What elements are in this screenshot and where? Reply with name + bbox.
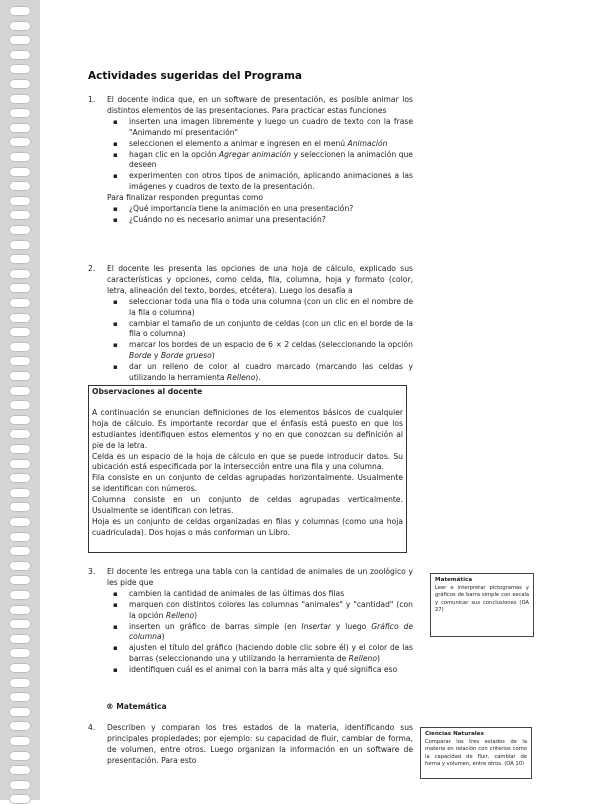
binding-ring (9, 429, 31, 439)
bullet-item: ▪ dar un relleno de color al cuadro marcado (marcando las celdas y utilizando la herramienta Relleno). (107, 362, 413, 384)
binding-ring (9, 648, 31, 658)
activity-1-bullets (107, 117, 413, 193)
side-box-ciencias (420, 727, 532, 779)
bullet-item: ▪ experimenten con otros tipos de animación, aplicando animaciones a las imágenes y cuadros de texto de la presentación. (107, 171, 413, 193)
activity-1-questions (107, 204, 413, 226)
binding-ring (9, 371, 31, 381)
bullet-item: ▪ marcar los bordes de un espacio de 6 × 2 celdas (seleccionando la opción Borde y Borde grueso) (107, 340, 413, 362)
activity-2-text: El docente les presenta las opciones de una hoja de cálculo, explicado sus características y opciones, como celda, fila, columna, hoja y formato (color, letra, alineación del texto, bordes, etcétera). Luego los desafía a (107, 264, 413, 295)
binding-ring (9, 6, 31, 16)
spiral-binding (0, 0, 40, 800)
binding-ring (9, 327, 31, 337)
binding-ring (9, 196, 31, 206)
activity-2-number: 2. (88, 264, 96, 273)
binding-ring (9, 459, 31, 469)
binding-ring (9, 283, 31, 293)
binding-ring (9, 780, 31, 790)
observaciones-paragraphs (92, 408, 403, 539)
binding-ring (9, 35, 31, 45)
observaciones-paragraph: Celda es un espacio de la hoja de cálculo en que se puede introducir datos. Su ubicación está especificada por la intersección entre una fila y una columna. (92, 451, 403, 472)
binding-ring (9, 21, 31, 31)
binding-ring (9, 400, 31, 410)
binding-ring (9, 108, 31, 118)
binding-ring (9, 546, 31, 556)
bullet-item: ▪ ¿Cuándo no es necesario animar una presentación? (107, 215, 413, 226)
observaciones-heading: Observaciones al docente (92, 387, 203, 396)
activity-3-bullets (107, 589, 413, 676)
binding-ring (9, 473, 31, 483)
binding-ring (9, 79, 31, 89)
page-title: Actividades sugeridas del Programa (88, 70, 302, 82)
side-box-matematica (430, 573, 534, 637)
binding-ring (9, 736, 31, 746)
observaciones-box (88, 385, 407, 553)
observaciones-paragraph: A continuación se enuncian definiciones de los elementos básicos de cualquier hoja de cálculo. Es importante recordar que el énfasis está puesto en que los estudiantes identifiquen estos elementos y no en que conozcan su definición al pie de la letra. (92, 407, 403, 450)
binding-ring (9, 663, 31, 673)
binding-ring (9, 502, 31, 512)
binding-ring (9, 240, 31, 250)
bullet-item: ▪ seleccionen el elemento a animar e ingresen en el menú Animación (107, 139, 413, 150)
binding-ring (9, 765, 31, 775)
binding-ring (9, 210, 31, 220)
binding-ring (9, 225, 31, 235)
binding-ring (9, 298, 31, 308)
binding-ring (9, 356, 31, 366)
binding-ring (9, 794, 31, 804)
activity-3-subject: ® Matemática (106, 702, 167, 711)
activity-1-closing: Para finalizar responden preguntas como (107, 193, 264, 203)
binding-ring (9, 386, 31, 396)
side-box-ciencias-title: Ciencias Naturales (425, 731, 484, 737)
bullet-item: ▪ ajusten el título del gráfico (haciendo doble clic sobre él) y el color de las barras (seleccionando una y utilizando la herramienta de Relleno) (107, 643, 413, 665)
binding-ring (9, 94, 31, 104)
binding-ring (9, 532, 31, 542)
side-box-matematica-body: Leer e interpretar pictogramas y gráficos de barra simple con escala y comunicar sus conclusiones (OA 27) (435, 585, 529, 613)
observaciones-paragraph: Hoja es un conjunto de celdas organizadas en filas y columnas (como una hoja cuadriculada). Dos hojas o más conforman un Libro. (92, 516, 403, 537)
binding-ring (9, 634, 31, 644)
binding-ring (9, 619, 31, 629)
binding-ring (9, 590, 31, 600)
activity-3-number: 3. (88, 567, 96, 576)
binding-ring (9, 605, 31, 615)
binding-ring (9, 50, 31, 60)
binding-ring (9, 692, 31, 702)
binding-ring (9, 721, 31, 731)
activity-1-text: El docente indica que, en un software de presentación, es posible animar los distintos elementos de las presentaciones. Para practicar estas funciones (107, 95, 413, 115)
binding-ring (9, 488, 31, 498)
bullet-item: ▪ cambien la cantidad de animales de las últimas dos filas (107, 589, 413, 600)
binding-ring (9, 123, 31, 133)
bullet-item: ▪ inserten una imagen libremente y luego un cuadro de texto con la frase "Animando mi presentación" (107, 117, 413, 139)
activity-4-text: Describen y comparan los tres estados de la materia, identificando sus principales propiedades; por ejemplo: su capacidad de fluir, cambiar de forma, de volumen, entre otros. Luego organizan la información en un software de presentación. Para esto (107, 723, 413, 765)
binding-ring (9, 707, 31, 717)
bullet-item: ▪ seleccionar toda una fila o toda una columna (con un clic en el nombre de la fila o columna) (107, 297, 413, 319)
bullet-item: ▪ identifiquen cuál es el animal con la barra más alta y qué significa eso (107, 665, 413, 676)
side-box-ciencias-body: Comparar los tres estados de la materia en relación con criterios como la capacidad de fluir, cambiar de forma y volumen, entre otros. (OA 10) (425, 739, 527, 767)
activity-3-text: El docente les entrega una tabla con la cantidad de animales de un zoológico y les pide que (107, 567, 413, 587)
binding-ring (9, 575, 31, 585)
binding-ring (9, 152, 31, 162)
binding-ring (9, 137, 31, 147)
activity-3 (88, 567, 414, 676)
bullet-item: ▪ cambiar el tamaño de un conjunto de celdas (con un clic en el borde de la fila o columna) (107, 319, 413, 341)
binding-ring (9, 313, 31, 323)
binding-ring (9, 561, 31, 571)
binding-ring (9, 181, 31, 191)
activity-2-bullets (107, 297, 413, 384)
activity-1-number: 1. (88, 95, 96, 104)
binding-ring (9, 64, 31, 74)
activity-4-number: 4. (88, 723, 96, 732)
bullet-item: ▪ inserten un gráfico de barras simple (en Insertar y luego Gráfico de columna) (107, 622, 413, 644)
binding-ring (9, 254, 31, 264)
binding-ring (9, 751, 31, 761)
bullet-item: ▪ ¿Qué importancia tiene la animación en una presentación? (107, 204, 413, 215)
binding-ring (9, 415, 31, 425)
binding-ring (9, 167, 31, 177)
bullet-item: ▪ marquen con distintos colores las columnas "animales" y "cantidad" (con la opción Relleno) (107, 600, 413, 622)
binding-ring (9, 517, 31, 527)
binding-ring (9, 342, 31, 352)
activity-2 (88, 264, 413, 384)
binding-ring (9, 444, 31, 454)
observaciones-paragraph: Fila consiste en un conjunto de celdas agrupadas horizontalmente. Usualmente se identifican con números. (92, 473, 403, 494)
side-box-matematica-title: Matemática (435, 577, 473, 583)
binding-ring (9, 678, 31, 688)
activity-1 (88, 95, 413, 226)
binding-ring (9, 269, 31, 279)
observaciones-paragraph: Columna consiste en un conjunto de celdas agrupadas verticalmente. Usualmente se identifican con letras. (92, 495, 403, 516)
bullet-item: ▪ hagan clic en la opción Agregar animación y seleccionen la animación que deseen (107, 150, 413, 172)
activity-4 (88, 723, 413, 767)
